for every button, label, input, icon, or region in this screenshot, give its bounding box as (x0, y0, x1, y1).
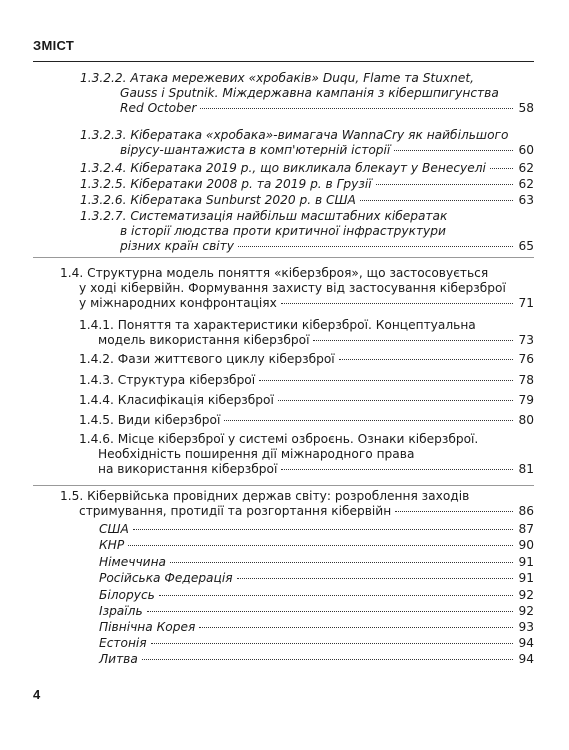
dot-leader (151, 643, 514, 644)
dot-leader (395, 511, 513, 512)
dot-leader (170, 562, 513, 563)
section-divider (33, 485, 534, 486)
toc-entry-text: Gauss і Sputnik. Міждержавна кампанія з кібершпигунства (120, 85, 499, 100)
toc-page-number: 94 (518, 636, 534, 650)
toc-entry-text: Ізраїль (99, 604, 143, 618)
toc-entry[interactable] (79, 352, 534, 367)
toc-page-number: 65 (518, 238, 534, 253)
toc-entry-text: Північна Корея (99, 620, 196, 634)
dot-leader (128, 545, 513, 546)
toc-page-number: 78 (518, 373, 534, 387)
toc-page-number: 63 (518, 193, 534, 207)
dot-leader (313, 340, 513, 341)
dot-leader (200, 108, 513, 109)
toc-entry-text: Литва (99, 652, 138, 666)
toc-entry-text: 1.3.2.5. Кібератаки 2008 р. та 2019 р. в Грузії (80, 177, 372, 191)
toc-entry-text: Необхідність поширення дії міжнародного права (98, 446, 415, 461)
toc-entry-text: 1.4.2. Фази життєвого циклу кіберзброї (79, 352, 335, 366)
toc-entry[interactable] (79, 393, 534, 408)
toc-page-number: 90 (518, 538, 534, 552)
toc-entry[interactable] (99, 571, 534, 586)
toc-page-number: 91 (518, 571, 534, 585)
dot-leader (259, 380, 513, 381)
toc-entry-text: 1.4.3. Структура кіберзброї (79, 373, 256, 387)
dot-leader (278, 400, 514, 401)
dot-leader (490, 168, 514, 169)
toc-entry-text: в історії людства проти критичної інфраструктури (120, 223, 446, 238)
page-number: 4 (33, 687, 41, 702)
toc-page-number: 92 (518, 604, 534, 618)
toc-entry-text: 1.4.4. Класифікація кіберзброї (79, 393, 274, 407)
toc-entry-text: стримування, протидії та розгортання кібервійн (79, 503, 392, 518)
toc-page-number: 58 (518, 100, 534, 115)
toc-entry[interactable] (60, 266, 534, 310)
toc-entry[interactable] (79, 413, 534, 428)
toc-entry[interactable] (99, 620, 534, 635)
toc-entry[interactable] (80, 161, 534, 176)
dot-leader (159, 595, 514, 596)
dot-leader (339, 359, 514, 360)
toc-page-number: 92 (518, 588, 534, 602)
toc-page-number: 71 (518, 295, 534, 310)
toc-entry-text: 1.3.2.2. Атака мережевих «хробаків» Duqu, Flame та Stuxnet, (80, 71, 475, 85)
toc-page-number: 91 (518, 555, 534, 569)
toc-entry-text: Red October (120, 100, 197, 115)
toc-entry[interactable] (99, 636, 534, 651)
toc-entry-text: 1.4.5. Види кіберзброї (79, 413, 221, 427)
dot-leader (237, 578, 514, 579)
dot-leader (281, 303, 514, 304)
toc-entry-text: Білорусь (99, 588, 155, 602)
section-divider (33, 257, 534, 258)
dot-leader (394, 150, 513, 151)
toc-entry[interactable] (79, 432, 534, 476)
toc-entry-text: на використання кіберзброї (98, 461, 278, 476)
toc-entry-text: 1.4.1. Поняття та характеристики кіберзброї. Концептуальна (79, 318, 476, 332)
toc-entry-text: США (99, 522, 129, 536)
toc-page-number: 86 (518, 503, 534, 518)
dot-leader (199, 627, 513, 628)
toc-entry-text: у міжнародних конфронтаціях (79, 295, 277, 310)
toc-entry-text: 1.3.2.4. Кібератака 2019 р., що викликала блекаут у Венесуелі (80, 161, 486, 175)
toc-entry-text: 1.3.2.6. Кібератака Sunburst 2020 р. в США (80, 193, 356, 207)
toc-page-number: 81 (518, 461, 534, 476)
page-title: ЗМІСТ (33, 38, 75, 53)
dot-leader (238, 246, 514, 247)
toc-entry-text: Естонія (99, 636, 147, 650)
toc-page-number: 80 (518, 413, 534, 427)
toc-entry[interactable] (99, 604, 534, 619)
dot-leader (281, 469, 513, 470)
toc-entry-text: 1.3.2.3. Кібератака «хробака»-вимагача WannaCry як найбільшого (80, 128, 509, 142)
toc-entry[interactable] (80, 177, 534, 192)
toc-entry-text: у ході кібервійн. Формування захисту від застосування кіберзброї (79, 280, 506, 295)
toc-page-number: 62 (518, 177, 534, 191)
toc-entry[interactable] (80, 128, 534, 158)
toc-entry[interactable] (80, 71, 534, 115)
toc-entry[interactable] (60, 489, 534, 519)
toc-entry-text: різних країн світу (120, 238, 234, 253)
toc-page-number: 76 (518, 352, 534, 366)
toc-entry-text: КНР (99, 538, 125, 552)
toc-entry-text: Німеччина (99, 555, 167, 569)
toc-page-number: 87 (518, 522, 534, 536)
toc-entry[interactable] (99, 522, 534, 537)
toc-entry[interactable] (80, 209, 534, 253)
toc-entry-text: Російська Федерація (99, 571, 233, 585)
dot-leader (360, 200, 514, 201)
toc-entry[interactable] (99, 588, 534, 603)
dot-leader (142, 659, 514, 660)
toc-entry[interactable] (80, 193, 534, 208)
toc-entry-text: 1.4. Структурна модель поняття «кіберзброя», що застосовується (60, 266, 489, 280)
toc-entry-text: 1.5. Кібервійська провідних держав світу: розроблення заходів (60, 489, 470, 503)
dot-leader (133, 529, 514, 530)
toc-entry-text: 1.3.2.7. Систематизація найбільш масштабних кібератак (80, 209, 448, 223)
toc-entry[interactable] (99, 652, 534, 667)
toc-entry-text: модель використання кіберзброї (98, 332, 310, 347)
toc-entry-text: вірусу-шантажиста в комп'ютерній історії (120, 142, 391, 157)
toc-entry[interactable] (99, 538, 534, 553)
toc-page-number: 79 (518, 393, 534, 407)
dot-leader (147, 611, 514, 612)
toc-entry-text: 1.4.6. Місце кіберзброї у системі озброєнь. Ознаки кіберзброї. (79, 432, 479, 446)
toc-page-number: 60 (518, 142, 534, 157)
toc-page-number: 93 (518, 620, 534, 634)
toc-page-number: 94 (518, 652, 534, 666)
toc-entry[interactable] (79, 318, 534, 348)
toc-page-number: 73 (518, 332, 534, 347)
toc-page-number: 62 (518, 161, 534, 175)
toc-entry[interactable] (99, 555, 534, 570)
dot-leader (376, 184, 514, 185)
dot-leader (224, 420, 513, 421)
toc-entry[interactable] (79, 373, 534, 388)
